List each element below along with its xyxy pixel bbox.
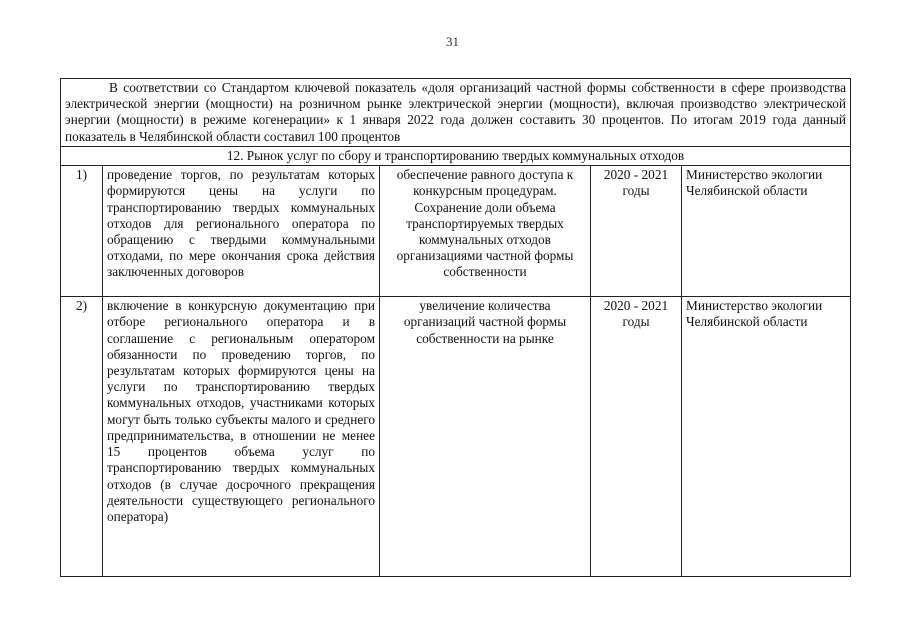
section-row	[61, 146, 851, 165]
table-row	[61, 297, 851, 577]
measure-text: включение в конкурсную документацию при отборе регионального оператора и в соглашение с региональным оператором обязанности по проведению торгов, по результатам которых формируются цены на услуги по транспортированию твердых коммунальных отходов, участниками которых могут быть только субъекты малого и среднего предпринимательства, в отношении не менее 15 процентов объема услуг по транспортированию твердых коммунальных отходов (в случае досрочного прекращения деятельности существующего регионального оператора)	[103, 297, 380, 577]
section-title: 12. Рынок услуг по сбору и транспортированию твердых коммунальных отходов	[61, 146, 851, 165]
period-text: 2020 - 2021 годы	[591, 297, 682, 577]
row-number: 2)	[61, 297, 103, 577]
intro-text: В соответствии со Стандартом ключевой показатель «доля организаций частной формы собственности в сфере производства электрической энергии (мощности) на розничном рынке электрической энергии (мощности), включая производство электрической энергии (мощности) в режиме когенерации» к 1 января 2022 года должен составить 30 процентов. По итогам 2019 года данный показатель в Челябинской области составил 100 процентов	[61, 79, 851, 147]
page-number: 31	[446, 34, 459, 49]
period-text: 2020 - 2021 годы	[591, 166, 682, 297]
table-row	[61, 166, 851, 297]
measure-text: проведение торгов, по результатам которых формируются цены на услуги по транспортированию твердых коммунальных отходов для регионального оператора по обращению с твердыми коммунальными отходами, по мере окончания срока действия заключенных договоров	[103, 166, 380, 297]
result-text: увеличение количества организаций частной формы собственности на рынке	[380, 297, 591, 577]
responsible-text: Министерство экологии Челябинской области	[682, 166, 851, 297]
responsible-text: Министерство экологии Челябинской области	[682, 297, 851, 577]
result-text: обеспечение равного доступа к конкурсным процедурам. Сохранение доли объема транспортируемых твердых коммунальных отходов организациями частной формы собственности	[380, 166, 591, 297]
intro-row	[61, 79, 851, 147]
row-number: 1)	[61, 166, 103, 297]
measures-table	[60, 78, 851, 577]
